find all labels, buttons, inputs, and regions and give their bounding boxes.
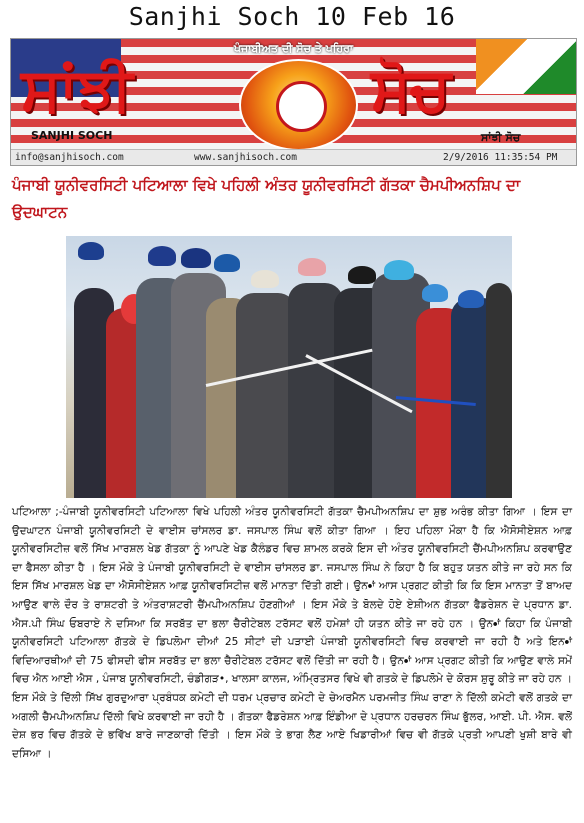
website-text: www.sanjhisoch.com — [194, 152, 297, 163]
handshake-emblem-icon — [276, 81, 327, 132]
brand-logo-right: ਸੋਚ — [371, 55, 450, 125]
masthead-tagline: ਪੰਜਾਬੀਅਤ ਦੀ ਸੋਚ ਤੇ ਪਹਿਰਾ — [233, 42, 354, 55]
newspaper-masthead — [10, 38, 577, 166]
datetime-text: 2/9/2016 11:35:54 PM — [443, 152, 558, 163]
article-body: ਪਟਿਆਲਾ ;-ਪੰਜਾਬੀ ਯੂਨੀਵਰਸਿਟੀ ਪਟਿਆਲਾ ਵਿਖੇ ਪਹਿਲੀ ਅੰਤਰ ਯੂਨੀਵਰਸਿਟੀ ਗੱਤਕਾ ਚੈਮਪੀਅਨਸ਼ਿਪ ਦਾ ਸ਼ੁਭ ਅਰੰਭ ਕੀਤਾ ਗਿਆ । ਇਸ ਦਾ ਉਦਘਾਟਨ ਪੰਜਾਬੀ ਯੂਨੀਵਰਸਿਟੀ ਦੇ ਵਾਈਸ ਚਾਂਸਲਰ ਡਾ. ਜਸਪਾਲ ਸਿੰਘ ਵਲੋਂ ਕੀਤਾ ਗਿਆ । ਇਹ ਪਹਿਲਾ ਮੌਕਾ ਹੈ ਕਿ ਐਸੋਸੀਏਸ਼ਨ ਆਫ਼ ਯੂਨੀਵਰਸਿਟੀਜ਼ ਵਲੋਂ ਸਿੱਖ ਮਾਰਸ਼ਲ ਖੇਡ ਗੱਤਕਾ ਨੂੰ ਆਪਣੇ ਖੇਡ ਕੈਲੰਡਰ ਵਿਚ ਸ਼ਾਮਲ ਕਰਕੇ ਇਸ ਦੀ ਅੰਤਰ ਯੂਨੀਵਰਸਿਟੀ ਚੈਂਮਪੀਅਨਸ਼ਿਪ ਕਰਵਾਉਣ ਦਾ ਫੈਸਲਾ ਕੀਤਾ ਹੈ । ਇਸ ਮੌਕੇ ਤੇ ਪੰਜਾਬੀ ਯੂਨੀਵਰਸਿਟੀ ਦੇ ਵਾਈਸ ਚਾਂਸਲਰ ਡਾ. ਜਸਪਾਲ ਸਿੰਘ ਨੇ ਕਿਹਾ ਹੈ ਕਿ ਬਹੁਤ ਯਤਨ ਕੀਤੇ ਜਾ ਰਹੇ ਸਨ ਕਿ ਇਸ ਸਿੱਖ ਮਾਰਸ਼ਲ ਖੇਡ ਦਾ ਐਸੋਸੀਏਸ਼ਨ ਆਫ਼ ਯੂਨੀਵਰਸਿਟੀਜ਼ ਵਲੋਂ ਮਾਨਤਾ ਦਿੱਤੀ ਗਈ। ਉਨ•ਾਂ ਆਸ ਪ੍ਰਗਟ ਕੀਤੀ ਕਿ ਕਿ ਇਸ ਮਾਨਤਾ ਤੋਂ ਬਾਅਦ ਆਉਣ ਵਾਲੇ ਦੌਰ ਤੇ ਰਾਸ਼ਟਰੀ ਤੇ ਅੰਤਰਾਸ਼ਟਰੀ ਚੈਂਮਪੀਅਨਸ਼ਿਪ ਹੋਣਗੀਆਂ । ਇਸ ਮੌਕੇ ਤੇ ਬੋਲਦੇ ਹੋਏ ਏਸ਼ੀਅਨ ਗੱਤਕਾ ਫੈਡਰੇਸ਼ਨ ਦੇ ਪ੍ਰਧਾਨ ਡਾ. ਐਸ.ਪੀ ਸਿੰਘ ਓਬਰਾਏ ਨੇ ਦਸਿਆ ਕਿ ਸਰਬੱਤ ਦਾ ਭਲਾ ਚੈਰੀਟੇਬਲ ਟਰੱਸਟ ਵਲੋਂ ਹਮੇਸ਼ਾਂ ਹੀ ਯਤਨ ਕੀਤੇ ਜਾ ਰਹੇ ਹਨ । ਉਨ•ਾਂ ਕਿਹਾ ਕਿ ਪੰਜਾਬੀ ਯੂਨੀਵਰਸਿਟੀ ਪਟਿਆਲਾ ਗੱਤਕੇ ਦੇ ਡਿਪਲੋਮਾ ਦੀਆਂ 25 ਸੀਟਾਂ ਦੀ ਪੜਾਈ ਪੰਜਾਬੀ ਯੂਨੀਵਰਸਿਟੀ ਵਿਚ ਕਰਵਾਈ ਜਾ ਰਹੀ ਹੈ ਅਤੇ ਇਨ•ਾਂ ਵਿਦਿਆਰਥੀਆਂ ਦੀ 75 ਫੀਸਦੀ ਫੀਸ ਸਰਬੱਤ ਦਾ ਭਲਾ ਚੈਰੀਟੇਬਲ ਟਰੱਸਟ ਵਲੋਂ ਦਿੱਤੀ ਜਾ ਰਹੀ ਹੈ। ਉਨ•ਾਂ ਆਸ ਪ੍ਰਗਟ ਕੀਤੀ ਕਿ ਆਉਣ ਵਾਲੇ ਸਮੇਂ ਵਿਚ ਐਨ ਆਈ ਐਸ , ਪੰਜਾਬ ਯੂਨੀਵਰਸਿਟੀ, ਚੰਡੀਗੜ•, ਖਾਲਸਾ ਕਾਲਜ, ਅੰਮ੍ਰਿਤਸਰ ਵਿਖੇ ਵੀ ਗਤਕੇ ਦੇ ਡਿਪਲੋਮੇ ਦੇ ਕੋਰਸ ਸ਼ੁਰੂ ਕੀਤੇ ਜਾ ਰਹੇ ਹਨ । ਇਸ ਮੌਕੇ ਤੇ ਦਿੱਲੀ ਸਿੱਖ ਗੁਰਦੁਆਰਾ ਪ੍ਰਬੰਧਕ ਕਮੇਟੀ ਦੀ ਧਰਮ ਪ੍ਰਚਾਰ ਕਮੇਟੀ ਦੇ ਚੇਅਰਮੈਨ ਪਰਮਜੀਤ ਸਿੰਘ ਰਾਣਾ ਨੇ ਦਿੱਲੀ ਕਮੇਟੀ ਵਲੋਂ ਗਤਕੇ ਦਾ ਅਗਲੀ ਚੈਮਪੀਅਨਸ਼ਿਪ ਦਿੱਲੀ ਵਿਖੇ ਕਰਵਾਈ ਜਾ ਰਹੀ ਹੈ । ਗੱਤਕਾ ਫੈਡਰੇਸ਼ਨ ਆਫ਼ ਇੰਡੀਆ ਦੇ ਪ੍ਰਧਾਨ ਹਰਚਰਨ ਸਿੰਘ ਭੁੱਲਰ, ਆਈ. ਪੀ. ਐਸ. ਵਲੋਂ ਦੇਸ਼ ਭਰ ਵਿਚ ਗੱਤਕੇ ਦੇ ਭਵਿੱਖ ਬਾਰੇ ਜਾਣਕਾਰੀ ਦਿੱਤੀ । ਇਸ ਮੌਕੇ ਤੇ ਭਾਗ ਲੈਣ ਆਏ ਖਿਡਾਰੀਆਂ ਵਿਚ ਵੀ ਗੱਤਕੇ ਪ੍ਰਤੀ ਆਪਣੀ ਖੁਸ਼ੀ ਬਾਰੇ ਵੀ ਦਸਿਆ । — [12, 506, 572, 760]
email-text: info@sanjhisoch.com — [15, 152, 124, 163]
brand-name-english: SANJHI SOCH — [31, 129, 113, 142]
article-headline: ਪੰਜਾਬੀ ਯੂਨੀਵਰਸਿਟੀ ਪਟਿਆਲਾ ਵਿਖੇ ਪਹਿਲੀ ਅੰਤਰ ਯੂਨੀਵਰਸਿਟੀ ਗੱਤਕਾ ਚੈਮਪੀਅਨਸ਼ਿਪ ਦਾ ਉਦਘਾਟਨ — [12, 176, 521, 221]
page-title: Sanjhi Soch 10 Feb 16 — [128, 2, 456, 31]
article-photo — [66, 236, 512, 498]
masthead-info-bar — [11, 149, 576, 166]
brand-logo-left: ਸਾਂਝੀ — [21, 55, 132, 125]
brand-name-punjabi: ਸਾਂਝੀ ਸੋਚ — [481, 131, 521, 144]
logo-emblem-icon — [239, 59, 358, 151]
